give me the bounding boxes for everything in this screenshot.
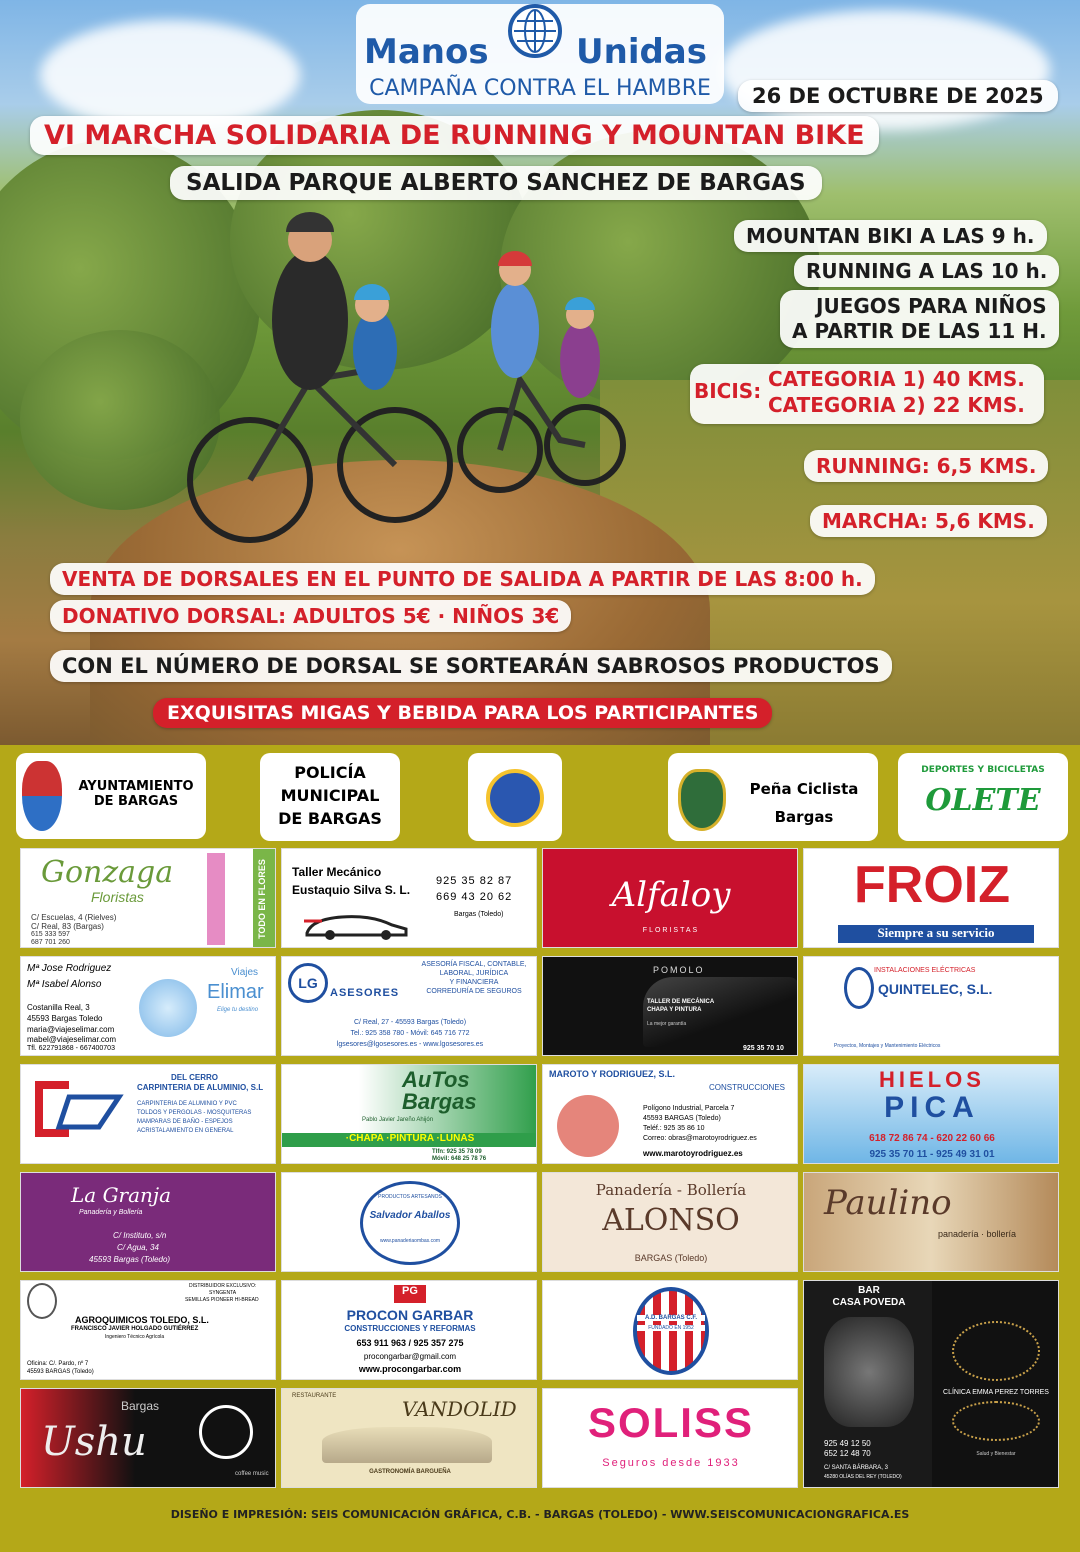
policia-name: [260, 761, 400, 830]
organizers-band: [0, 745, 1080, 845]
agro-top1: DISTRIBUIDOR EXCLUSIVO:: [189, 1283, 257, 1289]
hielos-phone2: 925 35 70 11 - 925 49 31 01: [869, 1149, 995, 1160]
maroto-web: www.marotoyrodriguez.es: [643, 1149, 743, 1158]
pena-ciclista-name: [734, 775, 874, 831]
car-icon: [302, 909, 412, 941]
elimar-tag: Elige tu destino: [217, 1007, 259, 1013]
sponsor-alonso: [542, 1172, 798, 1272]
sponsor-vandolid: [281, 1388, 537, 1488]
sponsor-delcerro: [20, 1064, 276, 1164]
ushu-name: Ushu: [41, 1419, 147, 1465]
elimar-address: Costanilla Real, 3: [27, 1003, 90, 1012]
flask-icon: [27, 1283, 57, 1319]
sponsor-autos-bargas: [281, 1064, 537, 1164]
policia-card: [260, 753, 400, 841]
policia-line2: MUNICIPAL: [280, 786, 380, 805]
sponsor-quintelec: [803, 956, 1059, 1056]
elimar-brand-pre: Viajes: [231, 967, 259, 978]
sponsor-maroto: [542, 1064, 798, 1164]
vandolid-top: RESTAURANTE: [292, 1393, 337, 1399]
poveda-phone1: 925 49 12 50: [824, 1439, 871, 1448]
clinic-sub: Salud y Bienestar: [976, 1451, 1016, 1457]
lg-address: C/ Real, 27 - 45593 Bargas (Toledo): [353, 1019, 467, 1026]
ad-bargas-crest-icon: [633, 1287, 709, 1375]
logo-subtitle: CAMPAÑA CONTRA EL HAMBRE: [369, 76, 711, 101]
manos-unidas-logo: [356, 4, 724, 104]
paulino-sub: panadería · bollería: [938, 1229, 1017, 1239]
agro-name: AGROQUIMICOS TOLEDO, S.L.: [75, 1315, 209, 1325]
event-start-location: SALIDA PARQUE ALBERTO SANCHEZ DE BARGAS: [170, 166, 822, 200]
maroto-brick-icon: [557, 1095, 619, 1157]
food-info: EXQUISITAS MIGAS Y BEBIDA PARA LOS PARTICIPANTES: [153, 698, 772, 728]
sponsor-ad-bargas: [542, 1280, 798, 1380]
vandolid-name: VANDOLID: [402, 1397, 517, 1421]
sponsor-paulino: [803, 1172, 1059, 1272]
logo-word-unidas: Unidas: [576, 32, 707, 72]
maroto-addr1: Polígono Industrial, Parcela 7: [643, 1105, 735, 1112]
schedule-games: [780, 290, 1059, 348]
elimar-circle-icon: [139, 979, 197, 1037]
sponsor-taller: [281, 848, 537, 948]
raffle-info: CON EL NÚMERO DE DORSAL SE SORTEARÁN SABROSOS PRODUCTOS: [50, 650, 892, 682]
alonso-location: BARGAS (Toledo): [634, 1253, 708, 1263]
delcerro-desc1: CARPINTERIA DE ALUMINIO Y PVC: [137, 1101, 237, 1107]
policia-line3: DE BARGAS: [278, 809, 382, 828]
poveda-city: 45280 OLÍAS DEL REY (TOLEDO): [824, 1474, 902, 1480]
procon-logo: PG: [394, 1285, 426, 1303]
schedule-bike: MOUNTAN BIKI A LAS 9 h.: [734, 220, 1047, 252]
procon-sub: CONSTRUCCIONES Y REFORMAS: [344, 1324, 476, 1333]
delcerro-logo-icon: [29, 1079, 129, 1139]
lg-name: ASESORES: [330, 987, 400, 999]
taller-line1: Taller Mecánico: [292, 865, 382, 879]
bike-category-2: CATEGORIA 2) 22 KMS.: [768, 393, 1025, 417]
maroto-addr2: 45593 BARGAS (Toledo): [643, 1115, 721, 1122]
bike-category-1: CATEGORIA 1) 40 KMS.: [768, 367, 1025, 391]
deportes-name: OLETE: [925, 783, 1041, 818]
ayuntamiento-line1: AYUNTAMIENTO: [78, 779, 194, 794]
pomolo-tag: La mejor garantía: [647, 1021, 687, 1027]
gonzaga-side-text: TODO EN FLORES: [257, 859, 267, 939]
gonzaga-side-band: [253, 849, 276, 948]
proteccion-civil-icon: [486, 769, 544, 827]
poveda-address: C/ SANTA BÁRBARA, 3: [824, 1465, 888, 1471]
granja-addr2: C/ Agua, 34: [117, 1243, 159, 1252]
clinic-ornament-icon: [952, 1321, 1040, 1381]
schedule-running: RUNNING A LAS 10 h.: [794, 255, 1059, 287]
taller-phone1: 925 35 82 87: [436, 875, 513, 887]
agro-top3: SEMILLAS PIONEER HI-BREAD: [185, 1297, 259, 1303]
event-date: 26 DE OCTUBRE DE 2025: [738, 80, 1058, 112]
froiz-name: FROIZ: [854, 856, 1010, 914]
clinic-name: CLÍNICA EMMA PEREZ TORRES: [943, 1389, 1049, 1396]
elimar-mail1: maria@viajeselimar.com: [27, 1025, 115, 1034]
event-title: VI MARCHA SOLIDARIA DE RUNNING Y MOUNTAN BIKE: [30, 116, 879, 155]
hielos-phone1: 618 72 86 74 - 620 22 60 66: [869, 1133, 995, 1144]
sponsor-lg: [281, 956, 537, 1056]
soliss-slogan: Seguros desde 1933: [602, 1457, 740, 1469]
procon-mail: procongarbar@gmail.com: [363, 1352, 457, 1361]
cloud: [720, 10, 1050, 130]
bib-donation-info: DONATIVO DORSAL: ADULTOS 5€ · NIÑOS 3€: [50, 600, 571, 632]
autos-name2: Bargas: [402, 1089, 477, 1114]
autos-name: AuTos: [402, 1067, 470, 1092]
vandolid-sub: GASTRONOMÍA BARGUEÑA: [369, 1469, 451, 1475]
pena-ciclista-icon: [678, 769, 726, 831]
maroto-name: MAROTO Y RODRIGUEZ, S.L.: [549, 1069, 676, 1079]
delcerro-line2: CARPINTERIA DE ALUMINIO, S.L: [137, 1083, 264, 1092]
deportes-olete-card: [898, 753, 1068, 841]
poveda-phone2: 652 12 48 70: [824, 1449, 871, 1458]
pomolo-line1: TALLER DE MECÁNICA: [647, 999, 715, 1005]
procon-web: www.procongarbar.com: [358, 1364, 462, 1374]
procon-name: PROCON GARBAR: [346, 1307, 474, 1323]
hielos-line1: HIELOS: [879, 1067, 985, 1092]
vandolid-illustration: [322, 1427, 492, 1463]
gonzaga-phone1: 615 333 597: [31, 931, 70, 938]
delcerro-desc2: TOLDOS Y PERGOLAS - MOSQUITERAS: [137, 1110, 252, 1116]
elimar-brand: Elimar: [207, 981, 264, 1003]
maroto-sub: CONSTRUCCIONES: [709, 1083, 786, 1092]
deportes-top: DEPORTES Y BICICLETAS: [921, 765, 1045, 775]
autos-mobile: Móvil: 648 25 78 76: [432, 1156, 487, 1162]
policia-line1: POLICÍA: [294, 763, 366, 782]
gonzaga-addr1: C/ Escuelas, 4 (Rielves): [31, 913, 117, 922]
cyclists-illustration: [180, 210, 660, 550]
sponsor-gonzaga: [20, 848, 276, 948]
sponsor-agroquimicos: [20, 1280, 276, 1380]
sponsor-la-granja: [20, 1172, 276, 1272]
poveda-image: [824, 1317, 914, 1427]
schedule-games-line1: JUEGOS PARA NIÑOS: [816, 294, 1047, 318]
lg-desc3: Y FINANCIERA: [449, 979, 499, 986]
gonzaga-phone2: 687 701 260: [31, 939, 70, 946]
taller-location: Bargas (Toledo): [454, 911, 504, 918]
quintelec-name: QUINTELEC, S.L.: [878, 981, 993, 997]
sponsor-salvador: [281, 1172, 537, 1272]
quintelec-foot: Proyectos, Montajes y Mantenimiento Eléctricos: [834, 1043, 941, 1049]
gonzaga-addr2: C/ Real, 83 (Bargas): [31, 922, 104, 931]
clinic-ornament2-icon: [952, 1401, 1040, 1441]
procon-phone: 653 911 963 / 925 357 275: [356, 1338, 464, 1348]
sponsor-soliss: [542, 1388, 798, 1488]
granja-addr1: C/ Instituto, s/n: [113, 1231, 167, 1240]
running-distance: RUNNING: 6,5 KMS.: [804, 450, 1048, 482]
soliss-name: SOLISS: [587, 1399, 755, 1446]
pomolo-brand: POMOLO: [653, 965, 705, 975]
autos-owner: Pablo Javier Jareño Ahijón: [362, 1117, 434, 1123]
sponsor-procon: [281, 1280, 537, 1380]
lg-desc2: LABORAL, JURÍDICA: [439, 970, 509, 977]
hielos-line2: PICA: [884, 1091, 980, 1124]
delcerro-line1: DEL CERRO: [171, 1073, 218, 1082]
granja-sub: Panadería y Bollería: [79, 1209, 143, 1216]
sponsor-grid: [20, 848, 1060, 1488]
pena-line2: Bargas: [774, 808, 834, 826]
alfaloy-name: Alfaloy: [611, 875, 731, 915]
alonso-name: ALONSO: [602, 1203, 740, 1238]
taller-phone2: 669 43 20 62: [436, 891, 513, 903]
gonzaga-sub: Floristas: [91, 889, 144, 905]
delcerro-desc3: MAMPARAS DE BAÑO - ESPEJOS: [137, 1119, 233, 1125]
sponsor-casa-poveda: [803, 1280, 1059, 1488]
salvador-badge: [360, 1181, 460, 1265]
maroto-mail: Correo: obras@marotoyrodriguez.es: [643, 1135, 757, 1142]
ayuntamiento-name: [68, 779, 204, 809]
footer-credits: DISEÑO E IMPRESIÓN: SEIS COMUNICACIÓN GRÁFICA, C.B. - BARGAS (TOLEDO) - WWW.SEISCOMUNICACIONGRAFICA.ES: [170, 1508, 910, 1521]
pena-ciclista-card: [668, 753, 878, 841]
ushu-logo-icon: [199, 1405, 253, 1459]
poveda-line2: CASA POVEDA: [832, 1297, 906, 1308]
lightbulb-icon: [844, 967, 874, 1009]
elimar-person1: Mª Jose Rodriguez: [27, 963, 112, 974]
alonso-line1: Panadería - Bollería: [595, 1181, 747, 1199]
granja-addr3: 45593 Bargas (Toledo): [89, 1255, 171, 1264]
lg-web: lgsesores@lgosesores.es - www.lgosesores.es: [336, 1041, 484, 1048]
ayuntamiento-line2: DE BARGAS: [93, 794, 179, 809]
elimar-mail2: mabel@viajeselimar.com: [27, 1035, 117, 1044]
granja-name: La Granja: [71, 1183, 172, 1207]
froiz-slogan: Siempre a su servicio: [838, 925, 1034, 943]
taller-line2: Eustaquio Silva S. L.: [292, 883, 411, 897]
sponsor-elimar: [20, 956, 276, 1056]
elimar-person2: Mª Isabel Alonso: [27, 979, 102, 990]
sponsor-froiz: [803, 848, 1059, 948]
globe-icon: [508, 4, 562, 58]
gonzaga-name: Gonzaga: [41, 855, 174, 890]
delcerro-desc4: ACRISTALAMIENTO EN GENERAL: [137, 1128, 234, 1134]
ad-bargas-year: FUNDADO EN 1952: [637, 1325, 705, 1331]
pena-line1: Peña Ciclista: [749, 780, 859, 798]
poveda-line1: BAR: [858, 1285, 880, 1296]
sponsor-hielos-pica: [803, 1064, 1059, 1164]
cloud: [40, 20, 300, 130]
ayuntamiento-card: [16, 753, 206, 839]
walk-distance: MARCHA: 5,6 KMS.: [810, 505, 1047, 537]
agro-role: Ingeniero Técnico Agrícola: [105, 1334, 165, 1340]
quintelec-top: INSTALACIONES ELÉCTRICAS: [874, 967, 976, 974]
alfaloy-sub: FLORISTAS: [642, 927, 700, 934]
ad-bargas-name: A.D. BARGAS C.F.: [637, 1315, 705, 1321]
schedule-games-line2: A PARTIR DE LAS 11 H.: [792, 319, 1047, 343]
salvador-web: www.panaderiaombas.com: [379, 1238, 441, 1244]
sponsor-alfaloy: [542, 848, 798, 948]
agro-address: Oficina: C/. Pardo, nº 7: [27, 1361, 89, 1367]
maroto-phone: Teléf.: 925 35 86 10: [643, 1125, 705, 1132]
sponsor-ushu: [20, 1388, 276, 1488]
lg-logo: LG: [288, 963, 328, 1003]
autos-phone: Tlfn: 925 35 78 09: [432, 1149, 482, 1155]
bicis-label: BICIS:: [694, 379, 762, 403]
autos-services: ·CHAPA ·PINTURA ·LUNAS: [282, 1133, 537, 1147]
bike-categories: [690, 364, 1044, 424]
pomolo-phone: 925 35 70 10: [743, 1045, 784, 1052]
elimar-city: 45593 Bargas Toledo: [27, 1014, 103, 1023]
bib-sale-info: VENTA DE DORSALES EN EL PUNTO DE SALIDA A PARTIR DE LAS 8:00 h.: [50, 563, 875, 595]
ushu-tag: coffee music: [235, 1471, 269, 1477]
ushu-location: Bargas: [121, 1399, 160, 1413]
elimar-phones: Tfl. 622791868 - 667400703: [27, 1045, 115, 1052]
lg-phone: Tel.: 925 358 780 - Móvil: 645 716 772: [350, 1030, 470, 1037]
lg-desc1: ASESORÍA FISCAL, CONTABLE,: [421, 961, 527, 968]
agro-city: 45593 BARGAS (Toledo): [27, 1369, 94, 1375]
agro-owner: FRANCISCO JAVIER HOLGADO GUTIÉRREZ: [71, 1326, 199, 1332]
agro-top2: SYNGENTA: [209, 1290, 237, 1296]
sponsor-pomolo: [542, 956, 798, 1056]
flower-decoration: [207, 853, 225, 945]
pomolo-line2: CHAPA Y PINTURA: [647, 1007, 702, 1013]
proteccion-civil-card: [468, 753, 562, 841]
hero-photo: [0, 0, 1080, 745]
paulino-name: Paulino: [824, 1183, 952, 1223]
bargas-crest-icon: [22, 761, 62, 831]
salvador-name: Salvador Aballos: [369, 1210, 451, 1221]
salvador-top: PRODUCTOS ARTESANOS: [378, 1194, 442, 1200]
logo-word-manos: Manos: [364, 32, 489, 72]
lg-desc4: CORREDURÍA DE SEGUROS: [426, 988, 522, 995]
